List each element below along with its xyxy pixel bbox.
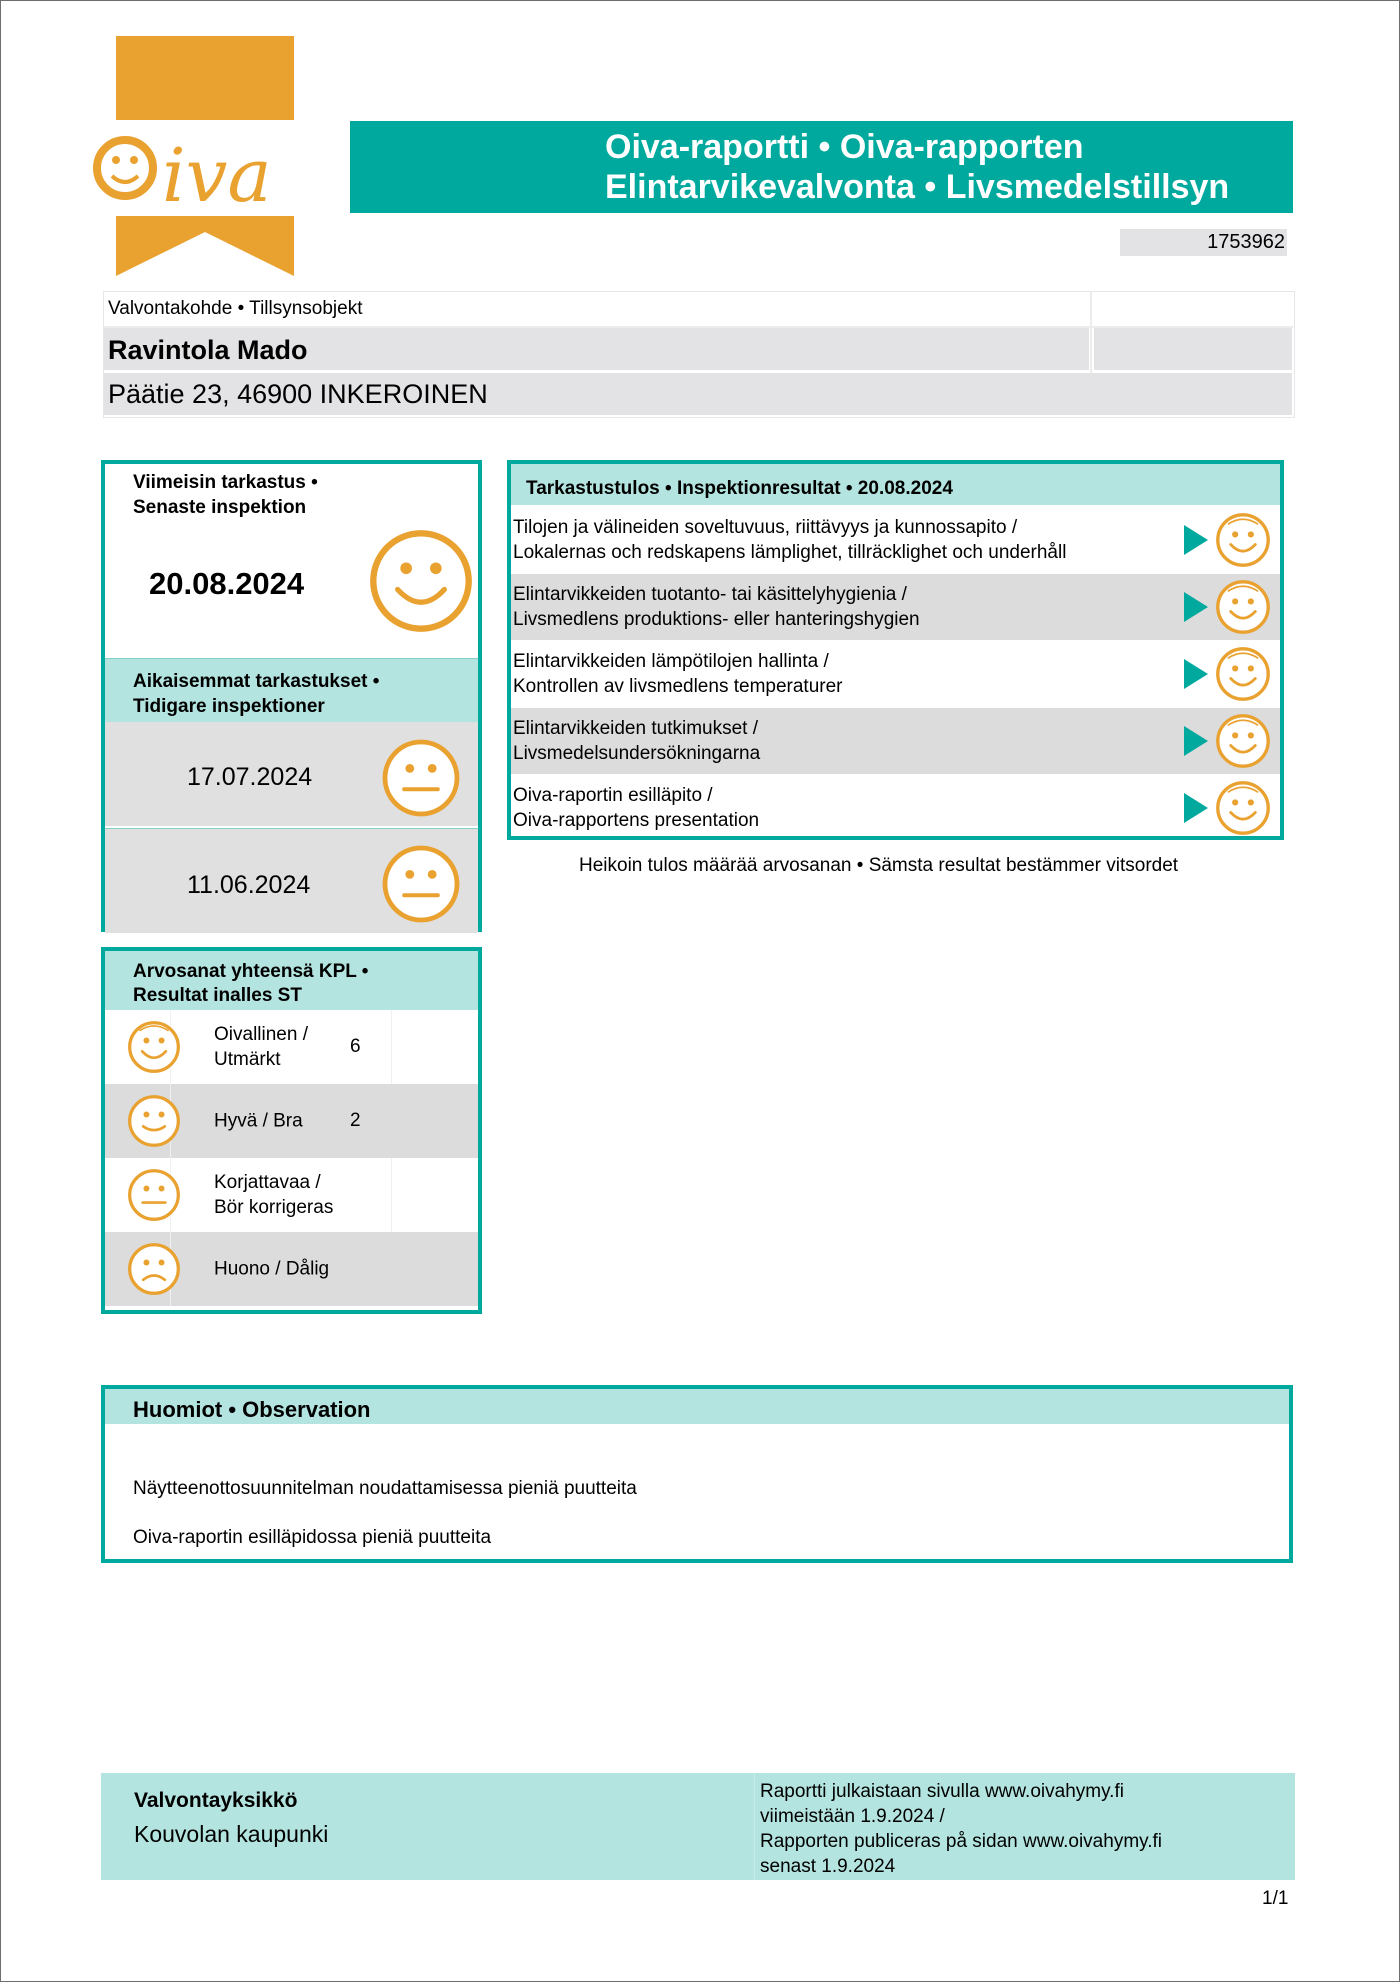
page-number: 1/1: [1262, 1888, 1289, 1909]
grade-total-row: [105, 1084, 478, 1158]
inspection-result-row: [511, 775, 1280, 841]
grade-total-row: [105, 1232, 478, 1306]
subject-address: Päätie 23, 46900 INKEROINEN: [108, 379, 488, 409]
grade-totals-heading: Arvosanat yhteensä KPL • Resultat inalles ST: [133, 961, 369, 1006]
grade-total-row: [105, 1158, 478, 1232]
report-number: 1753962: [1120, 229, 1287, 256]
report-title-line-2: Elintarvikevalvonta • Livsmedelstillsyn: [605, 168, 1230, 206]
grade-column-divider: [391, 1158, 392, 1232]
svg-text:iva: iva: [162, 133, 272, 219]
grade-label: Huono / Dålig: [214, 1258, 330, 1280]
supervision-unit-name: Kouvolan kaupunki: [134, 1821, 329, 1847]
inspection-result-text: Tilojen ja välineiden soveltuvuus, riittävyys ja kunnossapito / Lokalernas och redskapens lämplighet, tillräcklighet och underhåll: [513, 517, 1067, 563]
earlier-inspection-date: 17.07.2024: [187, 763, 313, 791]
footer-divider: [754, 1773, 755, 1880]
smiley-poor-icon: [127, 1242, 181, 1296]
subject-label: Valvontakohde • Tillsynsobjekt: [108, 298, 363, 319]
smiley-neutral-icon: [381, 844, 461, 924]
observation-item: Näytteenottosuunnitelman noudattamisessa pieniä puutteita: [133, 1478, 637, 1499]
smiley-excellent-icon: [1215, 646, 1271, 702]
report-title-banner: [350, 121, 1293, 213]
grading-note: Heikoin tulos määrää arvosanan • Sämsta resultat bestämmer vitsordet: [579, 855, 1179, 876]
grade-count: 2: [350, 1110, 361, 1131]
smiley-neutral-icon: [127, 1168, 181, 1222]
inspection-result-text: Elintarvikkeiden lämpötilojen hallinta / Kontrollen av livsmedlens temperaturer: [513, 651, 843, 697]
smiley-excellent-icon: [368, 528, 474, 634]
play-arrow-icon[interactable]: [1184, 525, 1208, 555]
publication-notice: Raportti julkaistaan sivulla www.oivahymy.fi viimeistään 1.9.2024 / Rapporten publiceras på sidan www.oivahymy.fi senast 1.9.2024: [760, 1781, 1163, 1877]
report-title-line-1: Oiva-raportti • Oiva-rapporten: [605, 128, 1084, 166]
inspection-result-row: [511, 708, 1280, 774]
inspection-result-heading: Tarkastustulos • Inspektionresultat • 20.08.2024: [526, 478, 953, 499]
smiley-excellent-icon: [1215, 579, 1271, 635]
observations-heading: Huomiot • Observation: [133, 1397, 371, 1422]
smiley-neutral-icon: [381, 738, 461, 818]
inspection-result-row: [511, 507, 1280, 573]
inspection-result-text: Elintarvikkeiden tutkimukset / Livsmedelsundersökningarna: [513, 718, 761, 764]
inspection-result-row: [511, 641, 1280, 707]
smiley-excellent-icon: [1215, 512, 1271, 568]
smiley-good-icon: [127, 1094, 181, 1148]
grade-label: Hyvä / Bra: [214, 1110, 303, 1132]
play-arrow-icon[interactable]: [1184, 726, 1208, 756]
smiley-excellent-icon: [1215, 713, 1271, 769]
play-arrow-icon[interactable]: [1184, 793, 1208, 823]
smiley-excellent-icon: [1215, 780, 1271, 836]
latest-inspection-date: 20.08.2024: [149, 566, 305, 601]
play-arrow-icon[interactable]: [1184, 659, 1208, 689]
grade-label: Korjattavaa / Bör korrigeras: [214, 1172, 334, 1218]
grade-total-row: [105, 1010, 478, 1084]
play-arrow-icon[interactable]: [1184, 592, 1208, 622]
latest-inspection-heading: Viimeisin tarkastus • Senaste inspektion: [133, 472, 318, 518]
subject-name: Ravintola Mado: [108, 335, 308, 365]
subject-name-band-right: [1094, 328, 1292, 370]
inspection-result-row: [511, 574, 1280, 640]
supervision-unit-heading: Valvontayksikkö: [134, 1789, 298, 1812]
subject-column-divider: [1090, 291, 1092, 373]
grade-count: 6: [350, 1036, 361, 1057]
grade-label: Oivallinen / Utmärkt: [214, 1024, 308, 1070]
earlier-inspection-date: 11.06.2024: [187, 871, 311, 899]
smiley-excellent-icon: [127, 1020, 181, 1074]
inspection-result-text: Elintarvikkeiden tuotanto- tai käsittelyhygienia / Livsmedlens produktions- eller hanteringshygien: [513, 584, 920, 630]
oiva-logo: [82, 36, 317, 276]
earlier-inspections-heading: Aikaisemmat tarkastukset • Tidigare inspektioner: [133, 671, 380, 717]
observation-item: Oiva-raportin esilläpidossa pieniä puutteita: [133, 1527, 492, 1548]
grade-column-divider: [391, 1010, 392, 1084]
inspection-result-text: Oiva-raportin esilläpito / Oiva-rapportens presentation: [513, 785, 760, 831]
earlier-inspection-divider: [105, 828, 478, 829]
